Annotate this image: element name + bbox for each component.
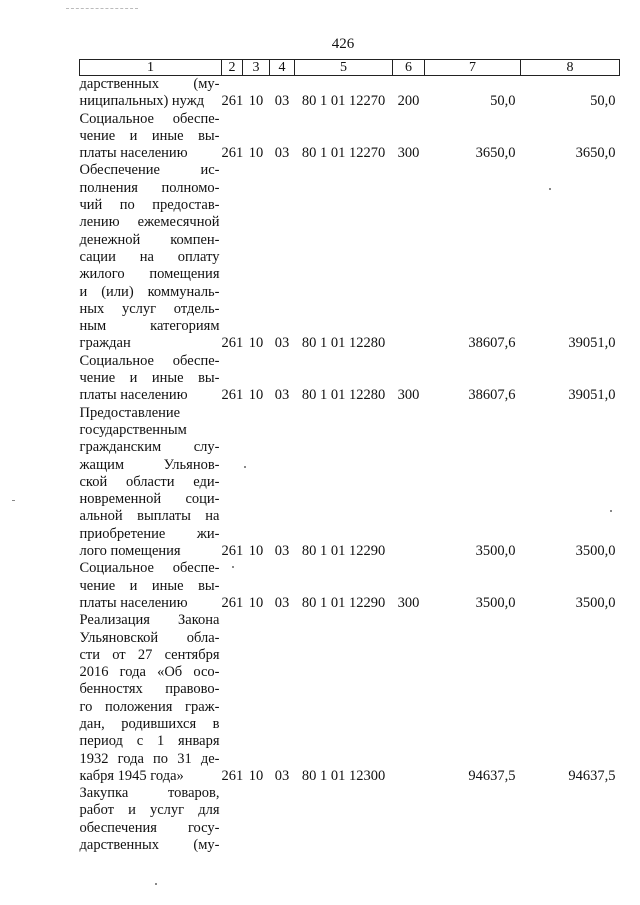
expense-name-line: Социальное обеспе- xyxy=(79,110,220,127)
header-row xyxy=(80,60,620,76)
header-col-7: 7 xyxy=(425,60,521,76)
expense-name-line: чий по предостав- xyxy=(79,197,220,214)
cell-subsection xyxy=(270,785,295,854)
cell-target-article: 80 1 01 12300 xyxy=(301,767,386,784)
cell-amount-year2 xyxy=(521,785,620,854)
scan-speck xyxy=(155,883,157,885)
header-col-4: 4 xyxy=(270,60,295,76)
expense-name-line: денежной компен- xyxy=(79,231,220,248)
expense-name-line: ных услуг отдель- xyxy=(79,300,220,317)
cell-section: 10 xyxy=(248,594,264,611)
expense-name-line: платы населению xyxy=(79,594,188,611)
expense-name-line: ным категориям xyxy=(79,318,220,335)
cell-amount-year1: 3500,0 xyxy=(475,594,516,611)
cell-amount-year2: 39051,0 xyxy=(568,335,616,352)
cell-admin-code: 261 xyxy=(221,767,244,784)
header-col-3: 3 xyxy=(243,60,270,76)
expense-name-line: сации на оплату xyxy=(79,248,220,265)
cell-admin-code: 261 xyxy=(221,387,244,404)
cell-target-article: 80 1 01 12280 xyxy=(301,335,386,352)
cell-expense-type xyxy=(393,785,425,854)
expense-name-line: жащим Ульянов- xyxy=(79,456,220,473)
scan-speck xyxy=(232,566,234,568)
cell-admin-code: 261 xyxy=(221,594,244,611)
expense-name-line: работ и услуг для xyxy=(79,802,220,819)
cell-section xyxy=(243,785,270,854)
expense-name-line: чение и иные вы- xyxy=(79,370,220,387)
cell-expense-name xyxy=(80,76,222,111)
cell-amount-year1: 38607,6 xyxy=(468,387,516,404)
cell-expense-name xyxy=(80,405,222,561)
cell-amount-year2: 3500,0 xyxy=(575,594,616,611)
cell-expense-type xyxy=(393,405,425,561)
expense-name-line: дан, родившихся в xyxy=(79,715,220,732)
header-col-5: 5 xyxy=(295,60,393,76)
cell-subsection: 03 xyxy=(274,594,290,611)
cell-section: 10 xyxy=(248,543,264,560)
cell-admin-code xyxy=(222,785,243,854)
cell-expense-type: 300 xyxy=(397,145,420,162)
header-col-2: 2 xyxy=(222,60,243,76)
cell-amount-year1: 94637,5 xyxy=(468,767,516,784)
expense-name-line: период с 1 января xyxy=(79,733,220,750)
table-body xyxy=(80,76,620,855)
cell-expense-name xyxy=(80,612,222,785)
cell-admin-code: 261 xyxy=(221,335,244,352)
cell-admin-code: 261 xyxy=(221,145,244,162)
cell-expense-name xyxy=(80,162,222,352)
cell-section: 10 xyxy=(248,93,264,110)
cell-admin-code: 261 xyxy=(221,543,244,560)
expense-name-line: лению ежемесячной xyxy=(79,214,220,231)
expense-name-line: чение и иные вы- xyxy=(79,127,220,144)
table-header xyxy=(80,60,620,76)
expense-name-line: дарственных (му- xyxy=(79,76,220,92)
expense-name-line: приобретение жи- xyxy=(79,525,220,542)
cell-target-article: 80 1 01 12280 xyxy=(301,387,386,404)
cell-amount-year1: 3650,0 xyxy=(475,145,516,162)
scan-speck xyxy=(12,500,15,501)
cell-subsection: 03 xyxy=(274,387,290,404)
expense-name-line: гражданским слу- xyxy=(79,439,220,456)
expense-name-line: чение и иные вы- xyxy=(79,577,220,594)
cell-target-article: 80 1 01 12270 xyxy=(301,145,386,162)
expense-name-line: Закупка товаров, xyxy=(79,785,220,802)
expense-name-line: ской области еди- xyxy=(79,473,220,490)
cell-subsection: 03 xyxy=(274,145,290,162)
expense-name-line: Предоставление xyxy=(79,404,181,421)
cell-target-article: 80 1 01 12290 xyxy=(301,543,386,560)
expense-name-line: лого помещения xyxy=(79,543,181,560)
expense-name-line: граждан xyxy=(79,335,131,352)
expense-name-line: сти от 27 сентября xyxy=(79,646,220,663)
expense-name-line: новременной соци- xyxy=(79,491,220,508)
cell-subsection: 03 xyxy=(274,767,290,784)
expense-name-line: 2016 года «Об осо- xyxy=(79,664,220,681)
expense-name-line: бенностях правово- xyxy=(79,681,220,698)
header-col-1: 1 xyxy=(80,60,222,76)
cell-amount-year2: 3500,0 xyxy=(575,543,616,560)
cell-expense-type: 300 xyxy=(397,387,420,404)
scan-speck xyxy=(610,510,612,512)
expense-name-line: и (или) коммуналь- xyxy=(79,283,220,300)
page-number: 426 xyxy=(331,36,355,52)
cell-expense-type: 200 xyxy=(397,93,420,110)
cell-subsection: 03 xyxy=(274,93,290,110)
cell-amount-year1 xyxy=(425,785,521,854)
cell-target-article: 80 1 01 12270 xyxy=(301,93,386,110)
scan-speck xyxy=(244,466,246,468)
cell-admin-code: 261 xyxy=(221,93,244,110)
cell-amount-year2: 50,0 xyxy=(590,93,616,110)
table-row xyxy=(80,612,620,785)
header-col-8: 8 xyxy=(521,60,620,76)
expense-name-line: альной выплаты на xyxy=(79,508,220,525)
cell-section: 10 xyxy=(248,767,264,784)
table-row xyxy=(80,353,620,405)
budget-table xyxy=(79,59,620,854)
expense-name-line: кабря 1945 года» xyxy=(79,767,184,784)
cell-target-article xyxy=(295,785,393,854)
expense-name-line: Ульяновской обла- xyxy=(79,629,220,646)
cell-expense-name xyxy=(80,785,222,854)
expense-name-line: Социальное обеспе- xyxy=(79,560,220,577)
cell-expense-type xyxy=(393,612,425,785)
table-row xyxy=(80,76,620,111)
expense-name-line: государственным xyxy=(79,421,187,438)
cell-target-article: 80 1 01 12290 xyxy=(301,594,386,611)
cell-amount-year1: 38607,6 xyxy=(468,335,516,352)
cell-subsection: 03 xyxy=(274,335,290,352)
cell-expense-name xyxy=(80,353,222,405)
expense-name-line: го положения граж- xyxy=(79,698,220,715)
cell-amount-year1: 50,0 xyxy=(490,93,516,110)
table-row xyxy=(80,111,620,163)
table-row xyxy=(80,162,620,352)
expense-name-line: полнения полномо- xyxy=(79,179,220,196)
expense-name-line: ниципальных) нужд xyxy=(79,93,205,110)
expense-name-line: Реализация Закона xyxy=(79,612,220,629)
cell-section: 10 xyxy=(248,387,264,404)
cell-section: 10 xyxy=(248,145,264,162)
expense-name-line: Социальное обеспе- xyxy=(79,352,220,369)
expense-name-line: платы населению xyxy=(79,145,188,162)
expense-name-line: 1932 года по 31 де- xyxy=(79,750,220,767)
cell-amount-year2: 39051,0 xyxy=(568,387,616,404)
table-row xyxy=(80,405,620,561)
cell-amount-year2: 94637,5 xyxy=(568,767,616,784)
cell-expense-name xyxy=(80,111,222,163)
table-row xyxy=(80,785,620,854)
scan-speck xyxy=(549,188,551,190)
cell-amount-year2: 3650,0 xyxy=(575,145,616,162)
cell-expense-type xyxy=(393,162,425,352)
expense-name-line: Обеспечение ис- xyxy=(79,162,220,179)
cell-expense-name xyxy=(80,560,222,612)
expense-name-line: платы населению xyxy=(79,387,188,404)
scan-artifact xyxy=(66,8,138,13)
expense-name-line: обеспечения госу- xyxy=(79,819,220,836)
cell-section: 10 xyxy=(248,335,264,352)
table-row xyxy=(80,560,620,612)
cell-expense-type: 300 xyxy=(397,594,420,611)
cell-subsection: 03 xyxy=(274,543,290,560)
cell-amount-year1: 3500,0 xyxy=(475,543,516,560)
expense-name-line: дарственных (му- xyxy=(79,837,220,854)
expense-name-line: жилого помещения xyxy=(79,266,220,283)
header-col-6: 6 xyxy=(393,60,425,76)
